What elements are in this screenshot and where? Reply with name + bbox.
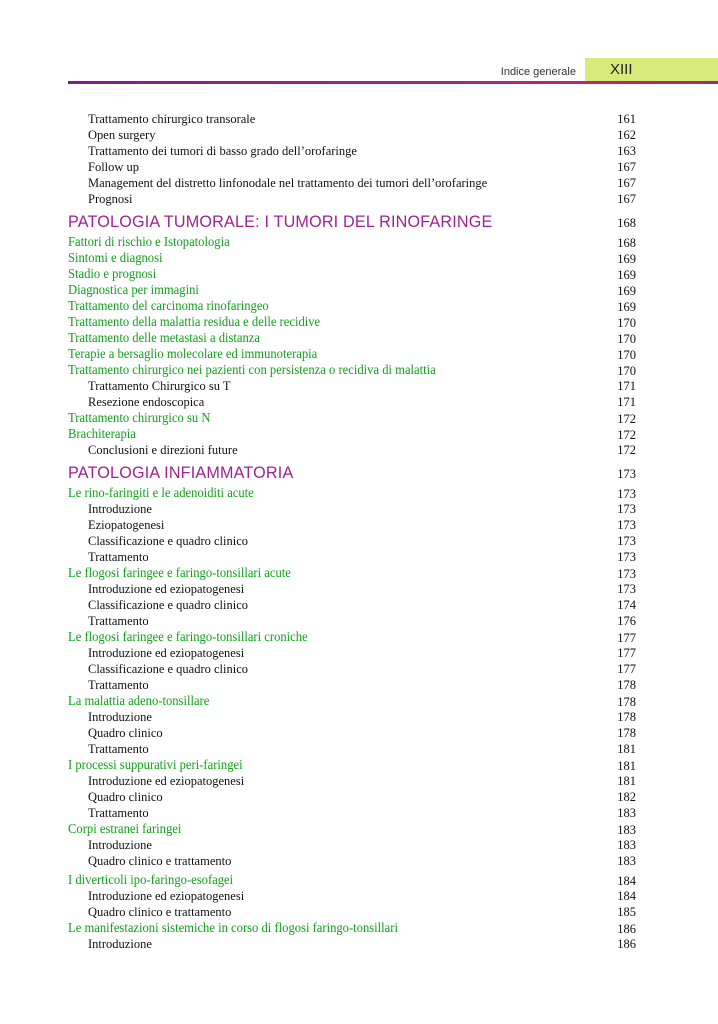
toc-page-number: 170: [617, 332, 636, 346]
toc-subentry: Introduzione ed eziopatogenesi: [88, 774, 245, 788]
toc-page-number: 176: [617, 614, 636, 628]
toc-heading: Le flogosi faringee e faringo-tonsillari croniche: [68, 630, 308, 645]
toc-subentry: Follow up: [88, 160, 140, 174]
toc-subentry: Trattamento: [88, 742, 149, 756]
toc-page-number: 178: [617, 710, 636, 724]
toc-heading: La malattia adeno-tonsillare: [68, 694, 210, 709]
toc-heading: Le rino-faringiti e le adenoiditi acute: [68, 486, 254, 501]
toc-subentry: Trattamento: [88, 550, 149, 564]
toc-page-number: 173: [617, 467, 636, 481]
toc-subentry: Open surgery: [88, 128, 156, 142]
toc-page-number: 178: [617, 695, 636, 709]
toc-heading: Trattamento della malattia residua e delle recidive: [68, 315, 321, 330]
toc-heading: Corpi estranei faringei: [68, 822, 182, 837]
toc-page-number: 162: [617, 128, 636, 142]
toc-subentry: Introduzione: [88, 502, 152, 516]
toc-heading: Trattamento delle metastasi a distanza: [68, 331, 260, 346]
toc-page-number: 177: [617, 646, 636, 660]
toc-page-number: 170: [617, 348, 636, 362]
toc-page-number: 181: [617, 742, 636, 756]
toc-page-number: 173: [617, 582, 636, 596]
toc-page-number: 181: [617, 759, 636, 773]
toc-subentry: Trattamento chirurgico transorale: [88, 112, 256, 126]
toc-subentry: Classificazione e quadro clinico: [88, 662, 249, 676]
toc-page-number: 177: [617, 662, 636, 676]
toc-subentry: Introduzione: [88, 937, 152, 951]
page-number: XIII: [610, 61, 633, 78]
toc-page-number: 172: [617, 443, 636, 457]
toc-page-number: 183: [617, 806, 636, 820]
toc-subentry: Conclusioni e direzioni future: [88, 443, 238, 457]
toc-subentry: Classificazione e quadro clinico: [88, 534, 249, 548]
toc-subentry: Eziopatogenesi: [88, 518, 165, 532]
toc-section-title: PATOLOGIA TUMORALE: I TUMORI DEL RINOFARINGE: [68, 212, 493, 231]
toc-subentry: Quadro clinico e trattamento: [88, 854, 232, 868]
toc-heading: Stadio e prognosi: [68, 267, 157, 282]
toc-page-number: 183: [617, 854, 636, 868]
toc-subentry: Classificazione e quadro clinico: [88, 598, 249, 612]
toc-page-number: 169: [617, 300, 636, 314]
toc-page-number: 178: [617, 678, 636, 692]
toc-page-number: 173: [617, 487, 636, 501]
toc-page-number: 186: [617, 937, 636, 951]
toc-page-number: 170: [617, 364, 636, 378]
toc-heading: Trattamento del carcinoma rinofaringeo: [68, 299, 269, 314]
toc-page-number: 169: [617, 252, 636, 266]
toc-subentry: Resezione endoscopica: [88, 395, 205, 409]
toc-page-number: 183: [617, 838, 636, 852]
toc-heading: Terapie a bersaglio molecolare ed immunoterapia: [68, 347, 318, 362]
toc-subentry: Introduzione ed eziopatogenesi: [88, 646, 245, 660]
toc-section-title: PATOLOGIA INFIAMMATORIA: [68, 463, 294, 482]
toc-page-number: 167: [617, 176, 636, 190]
toc-page-number: 167: [617, 160, 636, 174]
toc-page-number: 178: [617, 726, 636, 740]
toc-page-number: 184: [617, 874, 636, 888]
toc-heading: I diverticoli ipo-faringo-esofagei: [68, 873, 234, 888]
header-section-label: Indice generale: [500, 66, 576, 78]
toc-heading: Le flogosi faringee e faringo-tonsillari acute: [68, 566, 291, 581]
toc-heading: Brachiterapia: [68, 427, 136, 442]
toc-heading: Trattamento chirurgico su N: [68, 411, 211, 426]
toc-page-number: 182: [617, 790, 636, 804]
toc-page-number: 171: [617, 379, 636, 393]
toc-subentry: Quadro clinico: [88, 726, 163, 740]
toc-page-number: 171: [617, 395, 636, 409]
toc-subentry: Prognosi: [88, 192, 133, 206]
toc-page-number: 168: [617, 236, 636, 250]
toc-page-number: 174: [617, 598, 636, 612]
toc-page-number: 163: [617, 144, 636, 158]
toc-subentry: Introduzione ed eziopatogenesi: [88, 889, 245, 903]
toc-page-number: 186: [617, 922, 636, 936]
toc-subentry: Management del distretto linfonodale nel trattamento dei tumori dell’orofaringe: [88, 176, 488, 190]
toc-page-number: 185: [617, 905, 636, 919]
toc-subentry: Introduzione: [88, 710, 152, 724]
toc-heading: Diagnostica per immagini: [68, 283, 199, 298]
toc-page-number: 169: [617, 268, 636, 282]
toc-page-number: 168: [617, 216, 636, 230]
toc-subentry: Introduzione: [88, 838, 152, 852]
toc-page-number: 172: [617, 428, 636, 442]
toc-heading: Sintomi e diagnosi: [68, 251, 163, 266]
toc-page-number: 167: [617, 192, 636, 206]
toc-page-number: 177: [617, 631, 636, 645]
toc-page-number: 173: [617, 550, 636, 564]
toc-heading: Le manifestazioni sistemiche in corso di flogosi faringo-tonsillari: [68, 921, 398, 936]
toc-page-number: 170: [617, 316, 636, 330]
toc-page-number: 181: [617, 774, 636, 788]
toc-page-number: 184: [617, 889, 636, 903]
toc-page-number: 172: [617, 412, 636, 426]
toc-subentry: Trattamento: [88, 806, 149, 820]
toc-heading: Trattamento chirurgico nei pazienti con persistenza o recidiva di malattia: [68, 363, 436, 378]
toc-page-number: 173: [617, 502, 636, 516]
toc-subentry: Trattamento dei tumori di basso grado dell’orofaringe: [88, 144, 357, 158]
toc-page-number: 169: [617, 284, 636, 298]
toc-heading: I processi suppurativi peri-faringei: [68, 758, 243, 773]
toc-subentry: Quadro clinico: [88, 790, 163, 804]
toc-page-number: 173: [617, 534, 636, 548]
toc-subentry: Trattamento: [88, 678, 149, 692]
toc-subentry: Introduzione ed eziopatogenesi: [88, 582, 245, 596]
toc-subentry: Trattamento: [88, 614, 149, 628]
toc-page-number: 173: [617, 567, 636, 581]
toc-subentry: Quadro clinico e trattamento: [88, 905, 232, 919]
toc-subentry: Trattamento Chirurgico su T: [88, 379, 231, 393]
toc-page-number: 161: [617, 112, 636, 126]
toc-page-number: 183: [617, 823, 636, 837]
toc-page-number: 173: [617, 518, 636, 532]
toc-heading: Fattori di rischio e Istopatologia: [68, 235, 230, 250]
